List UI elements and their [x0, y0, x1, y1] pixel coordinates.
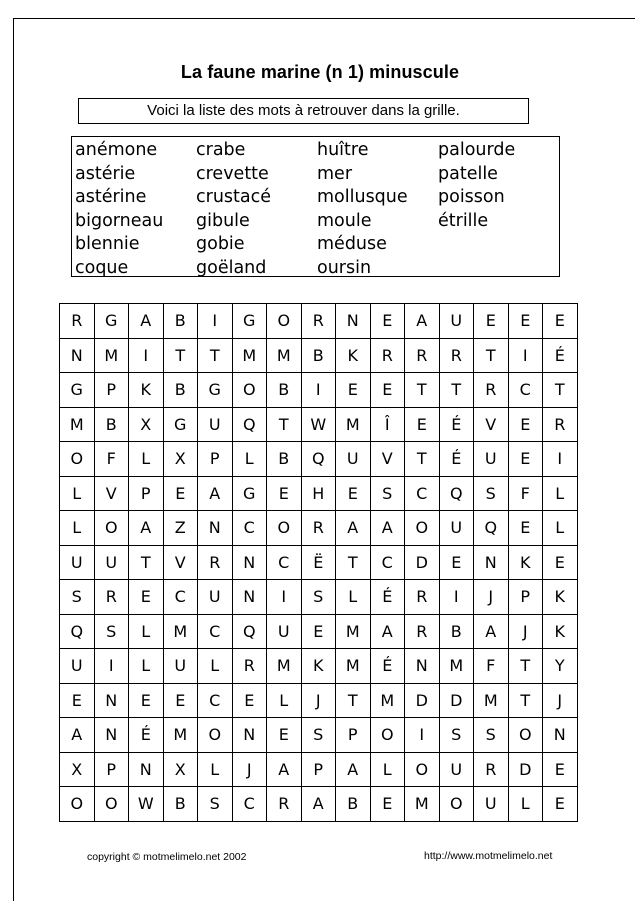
grid-row [60, 476, 578, 511]
grid-cell: Q [232, 407, 267, 442]
grid-cell: I [405, 718, 440, 753]
grid-cell: E [129, 683, 164, 718]
grid-cell: N [60, 338, 95, 373]
grid-cell: T [336, 683, 371, 718]
grid-row [60, 442, 578, 477]
grid-cell: M [474, 683, 509, 718]
letter-grid [59, 303, 578, 822]
grid-cell: E [301, 614, 336, 649]
grid-cell: B [163, 373, 198, 408]
word-item: astérine [75, 187, 147, 207]
grid-cell: J [232, 752, 267, 787]
grid-cell: S [370, 476, 405, 511]
grid-cell: N [543, 718, 578, 753]
grid-cell: A [370, 614, 405, 649]
grid-cell: L [267, 683, 302, 718]
grid-cell: S [439, 718, 474, 753]
word-item: poisson [438, 187, 505, 207]
grid-cell: V [370, 442, 405, 477]
grid-cell: B [301, 338, 336, 373]
word-item: bigorneau [75, 210, 164, 231]
grid-cell: G [94, 304, 129, 339]
grid-cell: I [543, 442, 578, 477]
instruction-box: Voici la liste des mots à retrouver dans la grille. [78, 98, 529, 124]
grid-cell: Q [301, 442, 336, 477]
grid-cell: A [336, 511, 371, 546]
grid-cell: B [163, 787, 198, 822]
grid-cell: F [94, 442, 129, 477]
word-item: blennie [75, 234, 140, 254]
word-item: crabe [196, 140, 246, 160]
grid-cell: A [474, 614, 509, 649]
grid-cell: A [198, 476, 233, 511]
grid-cell: V [94, 476, 129, 511]
grid-cell: P [94, 373, 129, 408]
word-item: goëland [196, 257, 267, 278]
grid-cell: M [336, 407, 371, 442]
grid-cell: C [370, 545, 405, 580]
grid-row [60, 407, 578, 442]
grid-cell: F [508, 476, 543, 511]
grid-cell: É [439, 442, 474, 477]
word-item: crustacé [196, 187, 271, 207]
grid-cell: U [60, 545, 95, 580]
grid-row [60, 338, 578, 373]
grid-cell: T [508, 683, 543, 718]
grid-cell: C [198, 683, 233, 718]
grid-cell: M [336, 614, 371, 649]
grid-cell: P [129, 476, 164, 511]
grid-row [60, 545, 578, 580]
page-title: La faune marine (n 1) minuscule [180, 62, 460, 82]
grid-cell: A [370, 511, 405, 546]
grid-cell: L [508, 787, 543, 822]
grid-cell: U [94, 545, 129, 580]
grid-cell: E [508, 407, 543, 442]
grid-cell: T [405, 373, 440, 408]
grid-cell: B [439, 614, 474, 649]
grid-cell: T [163, 338, 198, 373]
grid-cell: M [94, 338, 129, 373]
grid-cell: B [267, 373, 302, 408]
grid-cell: U [439, 304, 474, 339]
word-item: gobie [196, 234, 245, 254]
grid-cell: R [370, 338, 405, 373]
grid-cell: R [301, 304, 336, 339]
grid-cell: G [60, 373, 95, 408]
word-item: moule [317, 210, 372, 231]
grid-cell: M [163, 718, 198, 753]
grid-cell: C [267, 545, 302, 580]
grid-cell: G [163, 407, 198, 442]
grid-cell: E [232, 683, 267, 718]
grid-cell: W [129, 787, 164, 822]
grid-cell: I [439, 580, 474, 615]
grid-cell: T [405, 442, 440, 477]
grid-cell: R [232, 649, 267, 684]
grid-cell: Q [232, 614, 267, 649]
grid-cell: K [129, 373, 164, 408]
grid-cell: U [474, 442, 509, 477]
grid-cell: O [508, 718, 543, 753]
grid-cell: L [198, 752, 233, 787]
grid-cell: G [232, 476, 267, 511]
grid-cell: Î [370, 407, 405, 442]
grid-cell: E [163, 476, 198, 511]
grid-cell: A [336, 752, 371, 787]
grid-row [60, 718, 578, 753]
grid-cell: R [405, 580, 440, 615]
grid-cell: P [94, 752, 129, 787]
grid-cell: E [267, 476, 302, 511]
word-item: méduse [317, 234, 387, 254]
grid-cell: R [405, 614, 440, 649]
grid-cell: M [370, 683, 405, 718]
grid-cell: M [267, 649, 302, 684]
grid-cell: Q [439, 476, 474, 511]
word-column [196, 139, 271, 280]
word-item: mer [317, 163, 353, 184]
grid-cell: O [232, 373, 267, 408]
grid-cell: E [60, 683, 95, 718]
grid-cell: A [129, 304, 164, 339]
grid-cell: X [163, 752, 198, 787]
grid-cell: E [267, 718, 302, 753]
grid-cell: N [405, 649, 440, 684]
grid-cell: J [474, 580, 509, 615]
grid-cell: J [301, 683, 336, 718]
grid-cell: É [543, 338, 578, 373]
grid-cell: K [508, 545, 543, 580]
grid-cell: T [543, 373, 578, 408]
grid-cell: O [267, 511, 302, 546]
word-list [71, 136, 560, 277]
grid-cell: B [336, 787, 371, 822]
grid-cell: O [405, 752, 440, 787]
grid-cell: H [301, 476, 336, 511]
grid-cell: E [508, 304, 543, 339]
site-url: http://www.motmelimelo.net [424, 850, 553, 862]
grid-cell: M [60, 407, 95, 442]
grid-cell: R [94, 580, 129, 615]
word-item: oursin [317, 257, 372, 278]
grid-cell: A [301, 787, 336, 822]
grid-cell: R [301, 511, 336, 546]
grid-cell: E [336, 476, 371, 511]
grid-cell: C [232, 511, 267, 546]
grid-cell: N [232, 580, 267, 615]
grid-cell: A [60, 718, 95, 753]
grid-cell: U [336, 442, 371, 477]
grid-cell: L [60, 511, 95, 546]
grid-cell: I [508, 338, 543, 373]
grid-cell: I [267, 580, 302, 615]
grid-cell: O [198, 718, 233, 753]
grid-cell: M [232, 338, 267, 373]
grid-cell: L [543, 511, 578, 546]
grid-cell: N [198, 511, 233, 546]
grid-cell: R [543, 407, 578, 442]
word-item: anémone [75, 140, 158, 160]
grid-cell: S [60, 580, 95, 615]
grid-cell: É [129, 718, 164, 753]
grid-cell: E [543, 752, 578, 787]
grid-cell: N [232, 545, 267, 580]
grid-cell: N [94, 683, 129, 718]
grid-cell: U [198, 407, 233, 442]
grid-cell: J [543, 683, 578, 718]
grid-cell: E [474, 304, 509, 339]
grid-cell: I [94, 649, 129, 684]
copyright-text: copyright © motmelimelo.net 2002 [87, 851, 247, 863]
grid-row [60, 511, 578, 546]
word-item: coque [75, 257, 129, 278]
grid-cell: O [94, 787, 129, 822]
word-item: crevette [196, 163, 269, 184]
word-item: palourde [438, 140, 516, 160]
grid-cell: T [439, 373, 474, 408]
grid-cell: D [405, 545, 440, 580]
grid-cell: K [543, 614, 578, 649]
grid-cell: M [405, 787, 440, 822]
word-item: gibule [196, 210, 250, 231]
grid-cell: P [508, 580, 543, 615]
grid-cell: O [267, 304, 302, 339]
grid-cell: S [94, 614, 129, 649]
grid-cell: N [232, 718, 267, 753]
grid-cell: N [94, 718, 129, 753]
grid-cell: M [267, 338, 302, 373]
grid-cell: A [267, 752, 302, 787]
grid-cell: O [94, 511, 129, 546]
grid-cell: Q [474, 511, 509, 546]
grid-cell: N [474, 545, 509, 580]
grid-cell: L [370, 752, 405, 787]
grid-cell: M [336, 649, 371, 684]
grid-cell: F [474, 649, 509, 684]
grid-cell: D [439, 683, 474, 718]
grid-cell: U [163, 649, 198, 684]
grid-cell: V [163, 545, 198, 580]
grid-cell: E [543, 304, 578, 339]
grid-row [60, 580, 578, 615]
grid-cell: S [474, 718, 509, 753]
grid-cell: E [439, 545, 474, 580]
grid-cell: U [439, 511, 474, 546]
grid-row [60, 683, 578, 718]
grid-cell: G [232, 304, 267, 339]
grid-cell: D [508, 752, 543, 787]
grid-cell: C [232, 787, 267, 822]
grid-cell: T [336, 545, 371, 580]
grid-cell: P [301, 752, 336, 787]
grid-cell: E [543, 545, 578, 580]
grid-cell: R [267, 787, 302, 822]
grid-cell: L [129, 649, 164, 684]
grid-cell: E [163, 683, 198, 718]
grid-row [60, 304, 578, 339]
grid-cell: L [543, 476, 578, 511]
word-column [438, 139, 515, 233]
grid-cell: E [370, 304, 405, 339]
grid-cell: C [508, 373, 543, 408]
grid-cell: X [60, 752, 95, 787]
grid-cell: G [198, 373, 233, 408]
grid-cell: K [301, 649, 336, 684]
grid-cell: Z [163, 511, 198, 546]
grid-cell: C [405, 476, 440, 511]
grid-cell: L [336, 580, 371, 615]
grid-cell: C [163, 580, 198, 615]
grid-cell: U [267, 614, 302, 649]
grid-cell: T [474, 338, 509, 373]
grid-cell: I [301, 373, 336, 408]
grid-cell: N [336, 304, 371, 339]
grid-cell: T [267, 407, 302, 442]
grid-cell: U [198, 580, 233, 615]
grid-cell: I [198, 304, 233, 339]
grid-cell: L [232, 442, 267, 477]
grid-cell: I [129, 338, 164, 373]
grid-cell: B [94, 407, 129, 442]
grid-cell: Y [543, 649, 578, 684]
grid-cell: O [405, 511, 440, 546]
word-item: mollusque [317, 187, 408, 207]
grid-cell: W [301, 407, 336, 442]
grid-row [60, 752, 578, 787]
grid-cell: E [543, 787, 578, 822]
grid-cell: S [474, 476, 509, 511]
grid-cell: E [336, 373, 371, 408]
grid-cell: U [474, 787, 509, 822]
grid-cell: C [198, 614, 233, 649]
grid-cell: J [508, 614, 543, 649]
grid-cell: S [301, 718, 336, 753]
grid-cell: L [129, 614, 164, 649]
grid-cell: L [60, 476, 95, 511]
grid-cell: E [129, 580, 164, 615]
grid-cell: K [336, 338, 371, 373]
grid-row [60, 787, 578, 822]
grid-cell: B [163, 304, 198, 339]
grid-cell: T [508, 649, 543, 684]
grid-cell: O [60, 787, 95, 822]
grid-cell: R [474, 752, 509, 787]
word-column [75, 139, 163, 280]
grid-cell: E [370, 787, 405, 822]
grid-cell: O [370, 718, 405, 753]
grid-cell: X [163, 442, 198, 477]
grid-cell: E [370, 373, 405, 408]
grid-cell: É [370, 649, 405, 684]
grid-cell: A [129, 511, 164, 546]
grid-cell: O [439, 787, 474, 822]
grid-cell: S [301, 580, 336, 615]
grid-row [60, 373, 578, 408]
word-item: patelle [438, 163, 498, 184]
grid-cell: É [439, 407, 474, 442]
grid-cell: N [129, 752, 164, 787]
grid-cell: E [508, 511, 543, 546]
word-item: étrille [438, 210, 489, 231]
grid-cell: T [129, 545, 164, 580]
grid-cell: S [198, 787, 233, 822]
grid-row [60, 614, 578, 649]
grid-cell: R [439, 338, 474, 373]
grid-cell: R [198, 545, 233, 580]
grid-cell: R [60, 304, 95, 339]
grid-cell: P [198, 442, 233, 477]
grid-cell: É [370, 580, 405, 615]
grid-cell: D [405, 683, 440, 718]
grid-cell: V [474, 407, 509, 442]
grid-cell: R [405, 338, 440, 373]
grid-cell: X [129, 407, 164, 442]
grid-cell: U [439, 752, 474, 787]
grid-cell: E [508, 442, 543, 477]
grid-cell: P [336, 718, 371, 753]
grid-cell: A [405, 304, 440, 339]
grid-cell: O [60, 442, 95, 477]
grid-cell: M [439, 649, 474, 684]
grid-cell: B [267, 442, 302, 477]
word-column [317, 139, 408, 280]
grid-cell: T [198, 338, 233, 373]
grid-cell: Q [60, 614, 95, 649]
grid-cell: K [543, 580, 578, 615]
grid-row [60, 649, 578, 684]
word-item: astérie [75, 163, 136, 184]
grid-cell: Ë [301, 545, 336, 580]
grid-cell: R [474, 373, 509, 408]
grid-cell: L [198, 649, 233, 684]
grid-cell: E [405, 407, 440, 442]
word-item: huître [317, 140, 369, 160]
grid-cell: L [129, 442, 164, 477]
grid-cell: M [163, 614, 198, 649]
grid-cell: U [60, 649, 95, 684]
